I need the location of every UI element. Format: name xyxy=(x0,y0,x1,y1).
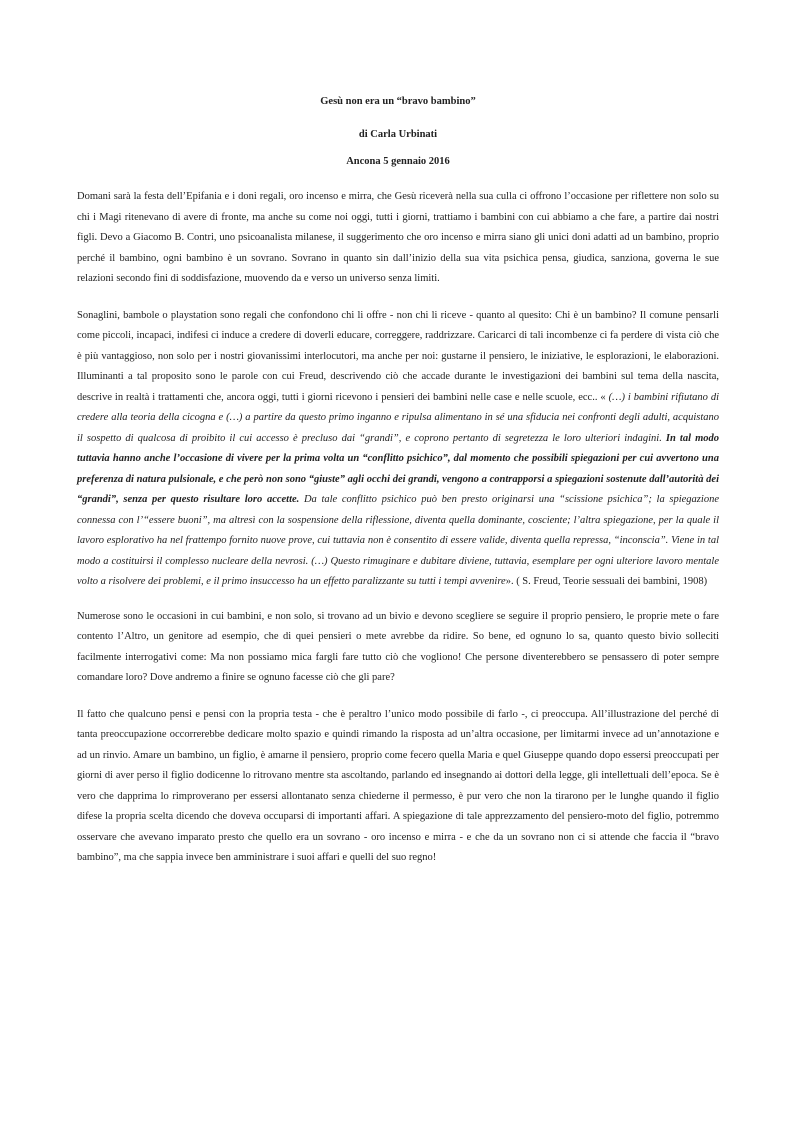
quote-citation: ». ( S. Freud, Teorie sessuali dei bambini, 1908) xyxy=(505,576,708,587)
paragraph-conclusione: Il fatto che qualcuno pensi e pensi con la propria testa - che è peraltro l’unico modo possibile di farlo -, ci preoccupa. All’illustrazione del perché di tanta preoccupazione occorrerebbe dedicare molto spazio e quindi rimando la risposta ad un’altra occasione, per limitarmi invece ad un’annotazione e ad un rinvio. Amare un bambino, un figlio, è amarne il pensiero, proprio come fecero quella Maria e quel Giuseppe quando dopo essersi preoccupati per giorni di aver perso il figlio dodicenne lo ritrovano mentre sta ascoltando, parlando ed insegnando ai dottori della legge, gli intellettuali dell’epoca. Se è vero che dapprima lo rimproverano per essersi allontanato senza chiederne il permesso, è pur vero che non la tirarono per le lunghe quando il figlio difese la propria scelta dicendo che doveva occuparsi di importanti affari. A spiegazione di tale apprezzamento del pensiero-moto del figlio, potremmo osservare che avevano imparato presto che quello era un sovrano - oro incenso e mirra - e che da un sovrano non ci si attende che faccia il “bravo bambino”, ma che sappia invece ben amministrare i suoi affari e quelli del suo regno! xyxy=(77,708,719,863)
document-title: Gesù non era un “bravo bambino” xyxy=(320,96,476,107)
paragraph-freud-quote xyxy=(77,306,719,593)
paragraph-bivio: Numerose sono le occasioni in cui bambini, e non solo, si trovano ad un bivio e devono scegliere se seguire il proprio pensiero, le proprie mete o fare contento l’Altro, un genitore ad esempio, che di quei pensieri o mete avrebbe da ridire. So bene, ed ognuno lo sa, quanto questo bivio solleciti facilmente interrogativi come: Ma non possiamo mica fargli fare tutto ciò che vogliono! Che persone diventerebbero se pensassero di poter sempre comandare loro? Dove andremo a finire se ognuno facesse ciò che gli pare? xyxy=(77,610,719,683)
quote-bold-part: In tal modo tuttavia hanno anche l’occasione di vivere per la prima volta un “conflitto psichico”, dal momento che possibili spiegazioni per cui avvertono una preferenza di natura pulsionale, e che però non sono “giuste” agli occhi dei grandi, vengono a contrapporsi a spiegazioni sostenute dall’autorità dei “grandi”, senza per questo risultare loro accette. xyxy=(77,432,719,505)
document-page xyxy=(77,96,719,869)
quote-italic-part1: (…) i bambini rifiutano di credere alla teoria della cicogna e (…) a partire da questo primo inganno e ripulsa alimentano in sé una sfiducia nei confronti degli adulti, acquistano il sospetto di qualcosa di proibito il cui accesso è precluso dai “grandi”, e coprono pertanto di segretezza le loro ulteriori indagini. xyxy=(77,391,719,444)
document-date: Ancona 5 gennaio 2016 xyxy=(346,156,450,167)
paragraph-freud-intro: Sonaglini, bambole o playstation sono regali che confondono chi li offre - non chi li riceve - quanto al quesito: Chi è un bambino? Il comune pensarli come piccoli, incapaci, indifesi ci induce a credere di doverli educare, correggere, raddrizzare. Caricarci di tali incombenze ci fa perdere di vista ciò che è più vantaggioso, non solo per i nostri giovanissimi interlocutori, ma anche per noi: gustarne il pensiero, le iniziative, le esplorazioni, le elaborazioni. Illuminanti a tal proposito sono le parole con cui Freud, descrivendo ciò che accade durante le investigazioni dei bambini sul tema della nascita, descrive in realtà i trattamenti che, ancora oggi, tutti i giorni ricevono i pensieri dei bambini nelle case e nelle scuole, ecc.. « xyxy=(77,309,719,403)
document-author: di Carla Urbinati xyxy=(358,129,438,140)
quote-italic-part2: Da tale conflitto psichico può ben presto originarsi una “scissione psichica”; la spiegazione connessa con l’“essere buoni”, ma altresì con la sospensione della riflessione, diventa quella dominante, cosciente; l’altra spiegazione, per la quale il lavoro esplorativo ha nel frattempo fornito nuove prove, cui tuttavia non è consentito di essere valide, diventa quella repressa, “inconscia”. Viene in tal modo a costituirsi il complesso nucleare della nevrosi. (…) Questo rimuginare e dubitare diviene, tuttavia, esemplare per ogni ulteriore lavoro mentale volto a risolvere dei problemi, e il primo insuccesso ha un effetto paralizzante su tutti i tempi avvenire xyxy=(77,494,719,587)
paragraph-epifania: Domani sarà la festa dell’Epifania e i doni regali, oro incenso e mirra, che Gesù riceverà nella sua culla ci offrono l’occasione per riflettere non solo su chi i Magi ritenevano di avere di fronte, ma anche su come noi oggi, tutti i giorni, trattiamo i bambini con cui abbiamo a che fare, a partire dai nostri figli. Devo a Giacomo B. Contri, uno psicoanalista milanese, il suggerimento che oro incenso e mirra siano gli unici doni adatti ad un bambino, proprio perché il bambino, ogni bambino è un sovrano. Sovrano in quanto sin dall’inizio della sua vita psichica pensa, giudica, sanziona, governa le sue relazioni secondo fini di soddisfazione, muovendo da e verso un universo senza limiti. xyxy=(77,191,719,284)
